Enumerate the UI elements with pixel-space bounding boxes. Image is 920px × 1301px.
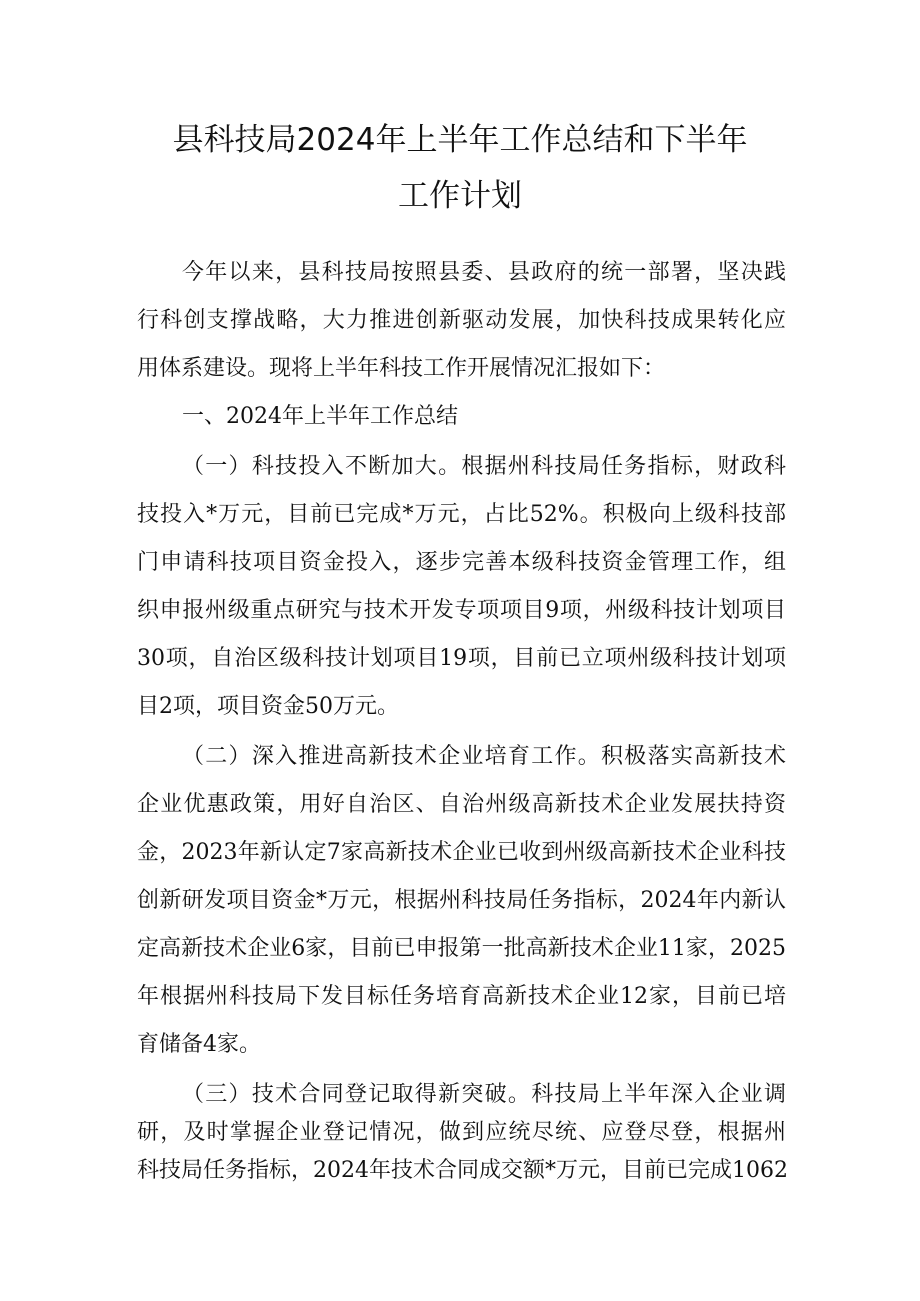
body-line-17: 育储备4家。 xyxy=(137,1032,261,1057)
body-line-3: 用体系建设。现将上半年科技工作开展情况汇报如下： xyxy=(137,356,666,381)
body-line-13: 金，2023年新认定7家高新技术企业已收到州级高新技术企业科技 xyxy=(137,840,786,865)
body-line-7: 门申请科技项目资金投入，逐步完善本级科技资金管理工作，组 xyxy=(137,550,786,575)
document-title-line-2: 工作计划 xyxy=(398,178,522,214)
section-heading-1: 一、2024年上半年工作总结 xyxy=(182,404,458,429)
body-line-9: 30项，自治区级科技计划项目19项，目前已立项州级科技计划项 xyxy=(137,646,786,671)
body-line-6: 技投入*万元，目前已完成*万元，占比52%。积极向上级科技部 xyxy=(137,502,786,527)
body-line-2: 行科创支撑战略，大力推进创新驱动发展，加快科技成果转化应 xyxy=(137,308,786,333)
body-line-14: 创新研发项目资金*万元，根据州科技局任务指标，2024年内新认 xyxy=(137,888,786,913)
body-line-8: 织申报州级重点研究与技术开发专项项目9项，州级科技计划项目 xyxy=(137,598,786,623)
body-line-5: （一）科技投入不断加大。根据州科技局任务指标，财政科 xyxy=(182,454,786,479)
body-line-19: 研，及时掌握企业登记情况，做到应统尽统、应登尽登，根据州 xyxy=(137,1120,786,1145)
body-line-18: （三）技术合同登记取得新突破。科技局上半年深入企业调 xyxy=(182,1082,786,1107)
body-line-10: 目2项，项目资金50万元。 xyxy=(137,694,399,719)
document-title-line-1: 县科技局2024年上半年工作总结和下半年 xyxy=(172,122,748,158)
body-line-12: 企业优惠政策，用好自治区、自治州级高新技术企业发展扶持资 xyxy=(137,792,786,817)
body-line-15: 定高新技术企业6家，目前已申报第一批高新技术企业11家，2025 xyxy=(137,936,786,961)
body-line-20: 科技局任务指标，2024年技术合同成交额*万元，目前已完成1062 xyxy=(137,1158,788,1183)
body-line-1: 今年以来，县科技局按照县委、县政府的统一部署，坚决践 xyxy=(182,260,786,285)
body-line-11: （二）深入推进高新技术企业培育工作。积极落实高新技术 xyxy=(182,744,786,769)
body-line-16: 年根据州科技局下发目标任务培育高新技术企业12家，目前已培 xyxy=(137,984,786,1009)
